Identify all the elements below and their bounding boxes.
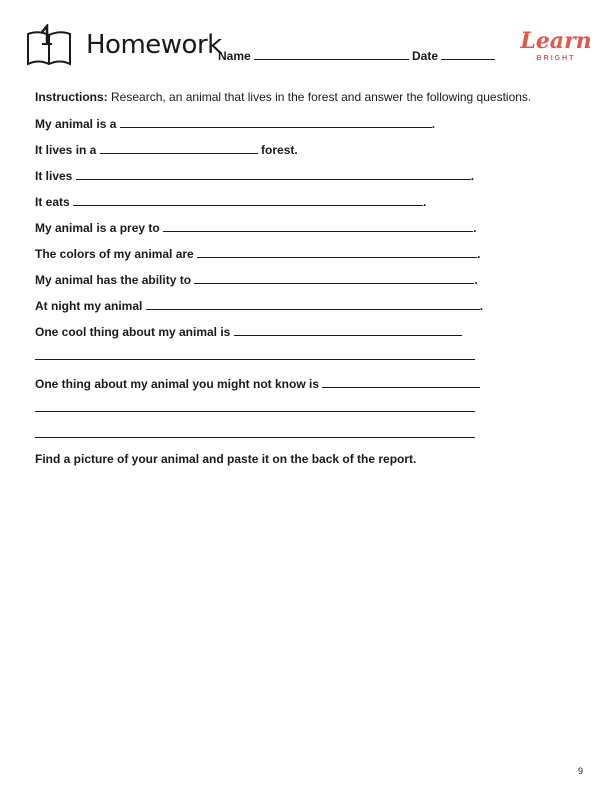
answer-blank[interactable] bbox=[234, 324, 462, 336]
answer-blank[interactable] bbox=[76, 168, 471, 180]
question-prefix: The colors of my animal are bbox=[35, 247, 194, 261]
question-prefix: My animal has the ability to bbox=[35, 273, 192, 287]
date-blank[interactable] bbox=[441, 48, 495, 60]
page-title: Homework bbox=[86, 30, 222, 60]
answer-blank[interactable] bbox=[322, 376, 480, 388]
answer-line[interactable] bbox=[35, 411, 475, 412]
question-row bbox=[35, 194, 426, 209]
question-row bbox=[35, 324, 462, 339]
answer-blank[interactable] bbox=[194, 272, 474, 284]
question-prefix: At night my animal bbox=[35, 299, 143, 313]
question-row bbox=[35, 116, 435, 131]
name-field bbox=[218, 48, 409, 63]
learn-bright-logo bbox=[520, 28, 592, 68]
logo-word: Learn bbox=[520, 28, 592, 54]
answer-blank[interactable] bbox=[163, 220, 473, 232]
question-prefix: It eats bbox=[35, 195, 70, 209]
page-header bbox=[0, 0, 612, 80]
question-row bbox=[35, 142, 298, 157]
name-label: Name bbox=[218, 49, 251, 63]
question-prefix: One cool thing about my animal is bbox=[35, 325, 231, 339]
question-prefix: It lives bbox=[35, 169, 73, 183]
question-suffix: . bbox=[477, 247, 481, 261]
answer-blank[interactable] bbox=[120, 116, 432, 128]
page-number: 9 bbox=[578, 766, 584, 776]
question-suffix: . bbox=[470, 169, 475, 183]
instructions-text: Research, an animal that lives in the forest and answer the following questions. bbox=[111, 90, 532, 104]
answer-line[interactable] bbox=[35, 359, 475, 360]
instructions-label: Instructions: bbox=[35, 90, 108, 104]
answer-blank[interactable] bbox=[73, 194, 423, 206]
answer-blank[interactable] bbox=[197, 246, 477, 258]
answer-blank[interactable] bbox=[146, 298, 480, 310]
question-row bbox=[35, 298, 483, 313]
book-icon bbox=[25, 24, 73, 68]
question-row bbox=[35, 272, 478, 287]
closing-instruction: Find a picture of your animal and paste it on the back of the report. bbox=[35, 452, 417, 466]
question-suffix: . bbox=[474, 273, 478, 287]
question-row bbox=[35, 376, 480, 391]
logo-sub: BRIGHT bbox=[536, 55, 576, 62]
question-prefix: One thing about my animal you might not know is bbox=[35, 377, 320, 391]
question-suffix: . bbox=[423, 195, 427, 209]
instructions bbox=[35, 90, 531, 104]
question-row bbox=[35, 246, 480, 261]
answer-line[interactable] bbox=[35, 437, 475, 438]
question-suffix: . bbox=[473, 221, 477, 235]
answer-blank[interactable] bbox=[100, 142, 258, 154]
question-row bbox=[35, 168, 474, 183]
name-blank[interactable] bbox=[254, 48, 409, 60]
question-suffix: . bbox=[479, 299, 484, 313]
question-prefix: It lives in a bbox=[35, 143, 97, 157]
question-suffix: . bbox=[431, 117, 436, 131]
date-label: Date bbox=[412, 49, 439, 63]
question-prefix: My animal is a prey to bbox=[35, 221, 160, 235]
question-suffix: forest. bbox=[261, 143, 298, 157]
question-prefix: My animal is a bbox=[35, 117, 117, 131]
question-row bbox=[35, 220, 476, 235]
date-field bbox=[412, 48, 495, 63]
